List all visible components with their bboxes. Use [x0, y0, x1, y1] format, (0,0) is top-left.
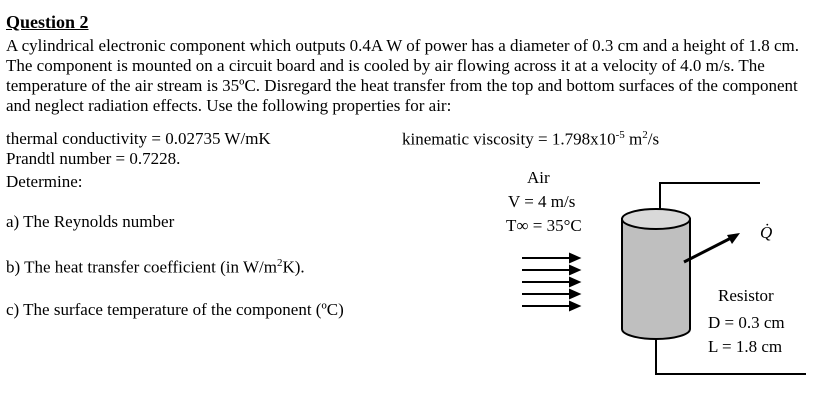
part-b-prefix: b) The heat transfer coefficient (in W/m	[6, 257, 277, 277]
cylinder-diagram	[490, 160, 819, 413]
kv-suffix: m	[624, 129, 643, 149]
kv-end: /s	[647, 129, 660, 149]
heat-arrow-head	[727, 233, 740, 244]
velocity-label: V = 4 m/s	[508, 192, 576, 211]
board-bottom-outline	[656, 340, 806, 374]
cylinder-top	[622, 209, 690, 229]
determine-label: Determine:	[6, 172, 83, 191]
air-label: Air	[527, 168, 550, 187]
thermal-conductivity: thermal conductivity = 0.02735 W/mK	[6, 129, 271, 148]
part-b-suffix: K).	[282, 257, 305, 277]
kv-prefix: kinematic viscosity = 1.798x10	[402, 129, 616, 149]
resistor-label: Resistor	[718, 286, 774, 305]
part-b	[6, 257, 305, 278]
question-title: Question 2	[6, 12, 89, 32]
kv-exp: -5	[615, 129, 625, 141]
heat-label: Q̇	[760, 223, 773, 242]
kinematic-viscosity	[402, 129, 659, 150]
temperature-label: T∞ = 35°C	[506, 216, 582, 235]
heat-arrow-line	[684, 237, 733, 262]
diameter-label: D = 0.3 cm	[708, 313, 785, 332]
kv-sq: 2	[642, 129, 648, 141]
problem-paragraph: A cylindrical electronic component which outputs 0.4A W of power has a diameter of 0.3 cm and a height of 1.8 cm. The component is mounted on a circuit board and is cooled by air flowing across it at a velocity of 4.0 m/s. The temperature of the air stream is 35ºC. Disregard the heat transfer from the top and bottom surfaces of the component and neglect radiation effects. Use the following properties for air:	[6, 36, 799, 115]
cylinder-body	[622, 219, 690, 339]
part-c: c) The surface temperature of the component (ºC)	[6, 300, 344, 319]
length-label: L = 1.8 cm	[708, 337, 783, 356]
airflow-arrows	[522, 254, 579, 310]
part-a: a) The Reynolds number	[6, 212, 175, 231]
prandtl-number: Prandtl number = 0.7228.	[6, 149, 181, 168]
part-b-sup: 2	[276, 257, 283, 269]
